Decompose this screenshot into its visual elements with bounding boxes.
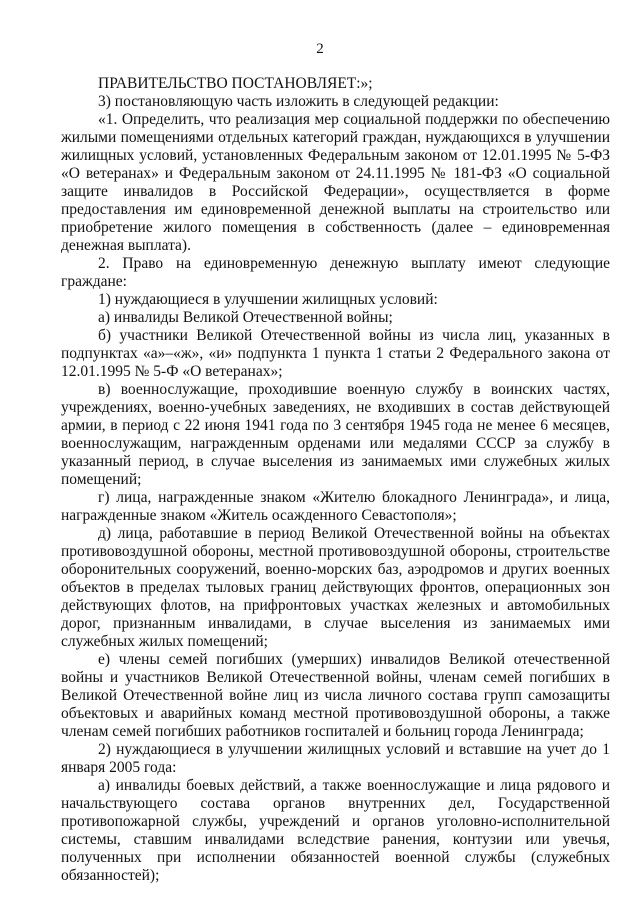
- paragraph-subclause-1v: в) военнослужащие, проходившие военную службу в воинских частях, учреждениях, военно-учебных заведениях, не входивших в состав действующей армии, в период с 22 июня 1941 года по 3 сентября 1945 года не менее 6 месяцев, военнослужащим, награжденным орденами или медалями СССР за службу в указанный период, в случае выселения из занимаемых ими служебных жилых помещений;: [61, 381, 610, 488]
- paragraph-subclause-1a: а) инвалиды Великой Отечественной войны;: [98, 309, 393, 326]
- paragraph-subclause-1e: е) члены семей погибших (умерших) инвалидов Великой отечественной войны и участников Великой Отечественной войны, членам семей погибших в Великой Отечественной войне лиц из числа личного состава групп самозащиты объектовых и аварийных команд местной противовоздушной обороны, а также членам семей погибших работников госпиталей и больниц города Ленинграда;: [61, 651, 610, 740]
- paragraph-preamble: ПРАВИТЕЛЬСТВО ПОСТАНОВЛЯЕТ:»;: [98, 75, 373, 92]
- paragraph-subclause-2: 2) нуждающиеся в улучшении жилищных условий и вставшие на учет до 1 января 2005 года:: [61, 741, 610, 776]
- paragraph-subclause-2a: а) инвалиды боевых действий, а также военнослужащие и лица рядового и начальствующего состава органов внутренних дел, Государственной противопожарной службы, учреждений и органов уголовно-исполнительной системы, ставшим инвалидами вследствие ранения, контузии или увечья, полученных при исполнении обязанностей военной службы (служебных обязанностей);: [61, 777, 610, 884]
- paragraph-item-3: 3) постановляющую часть изложить в следующей редакции:: [98, 93, 499, 110]
- paragraph-subclause-1b: б) участники Великой Отечественной войны из числа лиц, указанных в подпунктах «а»–«ж», «и» подпункта 1 пункта 1 статьи 2 Федерального закона от 12.01.1995 № 5-Ф «О ветеранах»;: [61, 327, 610, 380]
- paragraph-subclause-1g: г) лица, награжденные знаком «Жителю блокадного Ленинграда», и лица, награжденные знаком «Житель осажденного Севастополя»;: [61, 489, 610, 524]
- paragraph-clause-2: 2. Право на единовременную денежную выплату имеют следующие граждане:: [61, 255, 610, 290]
- paragraph-subclause-1d: д) лица, работавшие в период Великой Отечественной войны на объектах противовоздушной обороны, местной противовоздушной обороны, строительстве оборонительных сооружений, военно-морских баз, аэродромов и других военных объектов в пределах тыловых границ действующих фронтов, операционных зон действующих флотов, на прифронтовых участках железных и автомобильных дорог, признанным инвалидами, в случае выселения из занимаемых ими служебных жилых помещений;: [61, 525, 610, 650]
- paragraph-subclause-1: 1) нуждающиеся в улучшении жилищных условий:: [98, 291, 438, 308]
- paragraph-clause-1: «1. Определить, что реализация мер социальной поддержки по обеспечению жилыми помещениями отдельных категорий граждан, нуждающихся в улучшении жилищных условий, установленных Федеральным законом от 12.01.1995 № 5-ФЗ «О ветеранах» и Федеральным законом от 24.11.1995 № 181-ФЗ «О социальной защите инвалидов в Российской Федерации», осуществляется в форме предоставления им единовременной денежной выплаты на строительство или приобретение жилого помещения в собственность (далее – единовременная денежная выплата).: [61, 111, 610, 254]
- document-body: [61, 75, 610, 885]
- page-number: 2: [316, 41, 324, 57]
